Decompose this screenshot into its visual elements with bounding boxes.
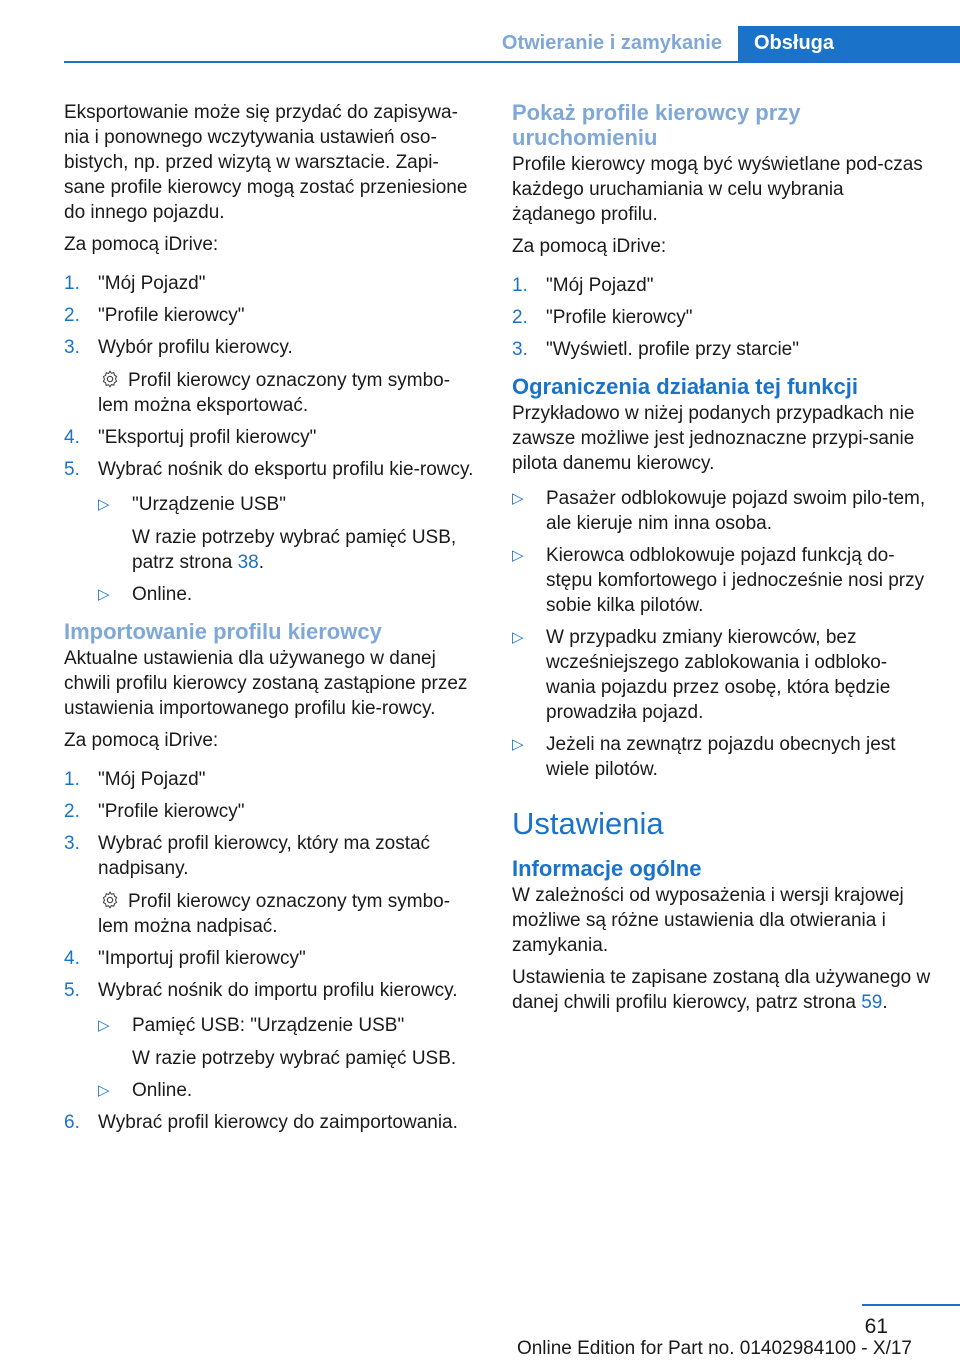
list-item: ▷ Pasażer odblokowuje pojazd swoim pilo-tem, ale kieruje nim inna osoba. [512,488,926,534]
import-note: Profil kierowcy oznaczony tym symbo-lem można nadpisać. [98,891,451,937]
export-steps [64,271,478,607]
via-idrive-1: Za pomocą iDrive: [64,234,219,255]
show-profiles-intro: Profile kierowcy mogą być wyświetlane pod-czas każdego uruchamiania w celu wybrania żądanego profilu. [512,154,923,225]
list-item: ▷ Jeżeli na zewnątrz pojazdu obecnych jest wiele pilotów. [512,734,896,780]
import-steps [64,767,478,1135]
settings-heading: Ustawienia [512,806,664,841]
list-item: 4. "Eksportuj profil kierowcy" [64,427,317,448]
triangle-right-icon: ▷ [512,736,524,753]
triangle-right-icon: ▷ [98,586,110,603]
list-item: 1. "Mój Pojazd" [64,273,206,294]
list-item: 5. Wybrać nośnik do eksportu profilu kie-rowcy. ▷ "Urządzenie USB" W razie potrzeby wybrać pamięć USB, patrz strona 38. ▷ Online. [64,457,478,607]
general-info-heading: Informacje ogólne [512,856,702,881]
via-idrive-2: Za pomocą iDrive: [64,730,219,751]
list-item: ▷ Online. [98,584,193,605]
list-item: ▷ "Urządzenie USB" W razie potrzeby wybrać pamięć USB, patrz strona 38. [98,494,457,573]
triangle-right-icon: ▷ [98,496,110,513]
triangle-right-icon: ▷ [512,629,524,646]
list-item: ▷ Online. [98,1080,193,1101]
header-rule [64,61,960,63]
limits-list [512,486,932,782]
via-idrive-3: Za pomocą iDrive: [512,236,667,257]
general-info-p1: W zależności od wyposażenia i wersji krajowej możliwe są różne ustawienia dla otwierania i zamykania. [512,885,904,956]
triangle-right-icon: ▷ [98,1082,110,1099]
list-item: 1. "Mój Pojazd" [512,275,654,296]
list-item: 3. "Wyświetl. profile przy starcie" [512,339,799,360]
list-item: ▷ Pamięć USB: "Urządzenie USB" W razie potrzeby wybrać pamięć USB. [98,1015,457,1069]
list-item: 4. "Importuj profil kierowcy" [64,948,306,969]
list-item: 1. "Mój Pojazd" [64,769,206,790]
list-item: 2. "Profile kierowcy" [64,305,245,326]
gear-icon [100,890,120,910]
list-item: ▷ Kierowca odblokowuje pojazd funkcją do-stępu komfortowego i jednocześnie nosi przy sobie kilka pilotów. [512,545,925,616]
edition-label: Online Edition for Part no. 01402984100 - X/17 [516,1338,912,1359]
list-item: 5. Wybrać nośnik do importu profilu kierowcy. ▷ Pamięć USB: "Urządzenie USB" W razie potrzeby wybrać pamięć USB. ▷ Online. [64,978,478,1103]
gear-icon [100,369,120,389]
left-column [64,100,478,1142]
page-ref-link-38[interactable]: 38 [237,552,259,573]
footer-rule [862,1304,960,1306]
limits-intro: Przykładowo w niżej podanych przypadkach nie zawsze możliwe jest jednoznaczne przypi-sanie pilota danemu kierowcy. [512,403,915,474]
list-item: 6. Wybrać profil kierowcy do zaimportowania. [64,1112,458,1133]
running-header-section: Otwieranie i zamykanie [501,32,722,54]
triangle-right-icon: ▷ [98,1017,110,1034]
import-media-options [98,1013,478,1103]
running-header-chapter: Obsługa [738,26,960,62]
import-intro: Aktualne ustawienia dla używanego w danej chwili profilu kierowcy zostaną zastąpione przez ustawienia importowanego profilu kie-rowcy. [64,648,468,719]
list-item: 2. "Profile kierowcy" [512,307,693,328]
page-ref-link-59[interactable]: 59 [861,992,883,1013]
export-note: Profil kierowcy oznaczony tym symbo-lem można eksportować. [98,370,451,416]
triangle-right-icon: ▷ [512,547,524,564]
export-media-options [98,492,478,607]
triangle-right-icon: ▷ [512,490,524,507]
show-profiles-steps [512,273,932,362]
list-item: 2. "Profile kierowcy" [64,801,245,822]
import-heading: Importowanie profilu kierowcy [64,619,382,644]
list-item: 3. Wybrać profil kierowcy, który ma zostać nadpisany. Profil kierowcy oznaczony tym symbo-lem można nadpisać. [64,831,478,939]
general-info-p2: Ustawienia te zapisane zostaną dla używanego w danej chwili profilu kierowcy, patrz strona 59. [512,967,931,1013]
show-profiles-heading: Pokaż profile kierowcy przy uruchomieniu [512,100,801,150]
export-intro: Eksportowanie może się przydać do zapisywa-nia i ponownego wczytywania ustawień oso-bistych, np. przed wizytą w warsztacie. Zapi-sane profile kierowcy mogą zostać przeniesione do innego pojazdu. [64,102,468,223]
right-column [512,100,932,1022]
limits-heading: Ograniczenia działania tej funkcji [512,374,858,399]
list-item: 3. Wybór profilu kierowcy. Profil kierowcy oznaczony tym symbo-lem można eksportować. [64,335,478,418]
list-item: ▷ W przypadku zmiany kierowców, bez wcześniejszego zablokowania i odbloko-wania pojazdu przez osobę, która będzie prowadziła pojazd. [512,627,891,723]
page-number: 61 [864,1315,888,1338]
